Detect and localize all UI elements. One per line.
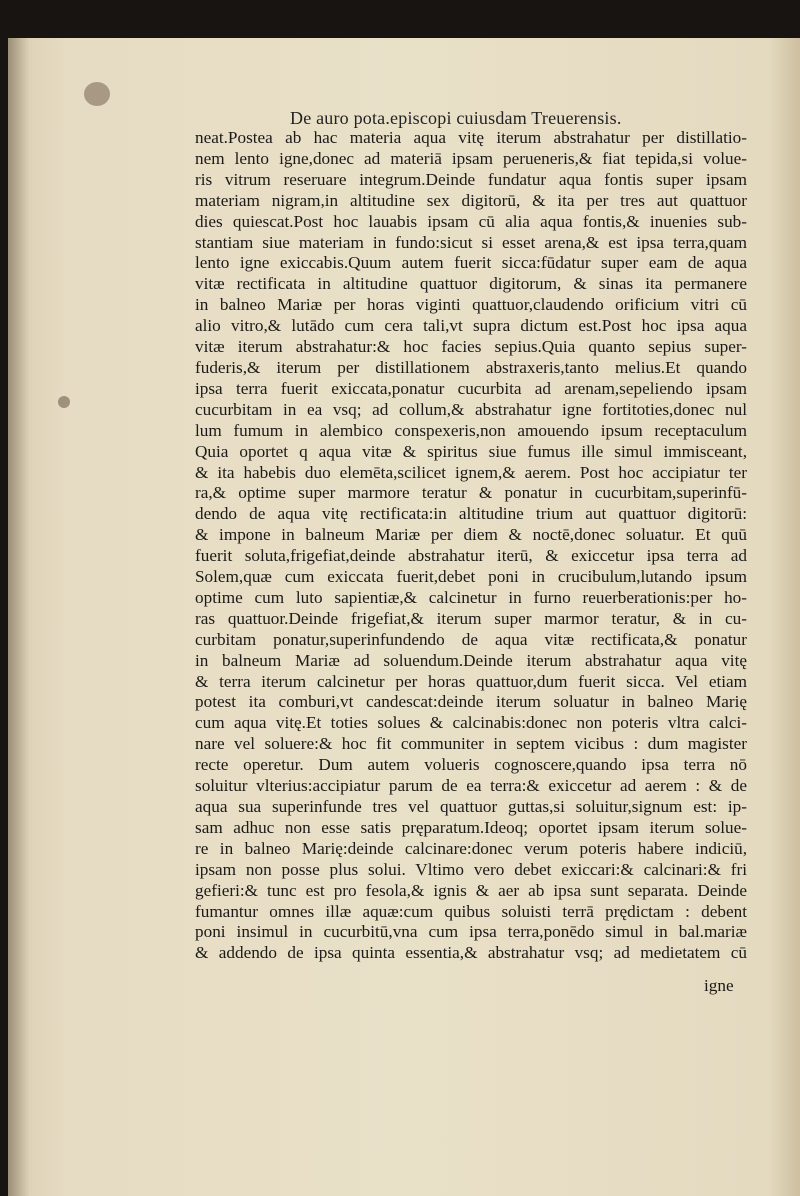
text-line: ras quattuor.Deinde frigefiat,& iterum super marmor teratur, & in cu- [195, 608, 747, 628]
text-line: in balneo Mariæ per horas viginti quattuor,claudendo orificium vitri cū [195, 295, 747, 315]
text-line: lento igne exiccabis.Quum autem fuerit sicca:fūdatur super eam de aqua [195, 253, 747, 273]
text-line: potest ita comburi,vt candescat:deinde iterum soluatur in balneo Marię [195, 692, 747, 712]
text-line: & impone in balneum Mariæ per diem & noctē,donec soluatur. Et quū [195, 525, 747, 545]
text-line: sam adhuc non esse satis pręparatum.Ideoq; oportet ipsam iterum solue- [195, 817, 747, 837]
text-line: vitæ rectificata in altitudine quattuor digitorum, & sinas ita permanere [195, 274, 747, 294]
text-line: Quia oportet q aqua vitæ & spiritus siue fumus ille simul immisceant, [195, 441, 747, 461]
text-line: & ita habebis duo elemēta,scilicet ignem,& aerem. Post hoc accipiatur ter [195, 462, 747, 482]
text-line: in balneum Mariæ ad soluendum.Deinde iterum abstrahatur aqua vitę [195, 650, 747, 670]
catchword: igne [704, 976, 734, 995]
text-line: poni insimul in cucurbitū,vna cum ipsa terra,ponēdo simul in bal.mariæ [195, 922, 747, 942]
text-line: fuerit soluta,frigefiat,deinde abstrahatur iterū, & exiccetur ipsa terra ad [195, 546, 747, 566]
text-line: neat.Postea ab hac materia aqua vitę iterum abstrahatur per distillatio- [195, 128, 747, 147]
text-line: lum fumum in alembico conspexeris,non amouendo ipsum receptaculum [195, 420, 747, 440]
text-line: ris vitrum reseruare integrum.Deinde fundatur aqua fontis super ipsam [195, 169, 747, 189]
text-line: dies quiescat.Post hoc lauabis ipsam cū alia aqua fontis,& inuenies sub- [195, 211, 747, 231]
text-line: nem lento igne,donec ad materiā ipsam perueneris,& fiat tepida,si volue- [195, 148, 747, 168]
text-line: optime cum luto sapientiæ,& calcinetur in furno reuerberationis:per ho- [195, 587, 747, 607]
text-line: & terra iterum calcinetur per horas quattuor,dum fuerit sicca. Vel etiam [195, 671, 747, 691]
text-line: nare vel soluere:& hoc fit communiter in septem vicibus : dum magister [195, 734, 747, 754]
text-line: recte operetur. Dum autem volueris cognoscere,quando ipsa terra nō [195, 755, 747, 775]
text-line: & addendo de ipsa quinta essentia,& abstrahatur vsq; ad medietatem cū [195, 943, 747, 963]
text-line: gefieri:& tunc est pro fesola,& ignis & aer ab ipsa sunt separata. Deinde [195, 880, 747, 900]
text-line: fuderis,& iterum per distillationem abstraxeris,tanto melius.Et quando [195, 357, 747, 377]
text-line: Solem,quæ cum exiccata fuerit,debet poni in crucibulum,lutando ipsum [195, 567, 747, 587]
running-head: De auro pota.episcopi cuiusdam Treuerensis. [290, 108, 622, 128]
text-line: ipsa terra fuerit exiccata,ponatur cucurbita ad arenam,sepeliendo ipsam [195, 378, 747, 398]
text-line: alio vitro,& lutādo cum cera tali,vt supra dictum est.Post hoc ipsa aqua [195, 316, 747, 336]
text-line: cucurbitam in ea vsq; ad collum,& abstrahatur igne fortitoties,donec nul [195, 399, 747, 419]
text-line: soluitur vlterius:accipiatur parum de ea terra:& exiccetur ad aerem : & de [195, 776, 747, 796]
text-line: cum aqua vitę.Et toties solues & calcinabis:donec non poteris vltra calci- [195, 713, 747, 733]
body-text [195, 128, 747, 964]
text-line: materiam nigram,in altitudine sex digitorū, & ita per tres aut quattuor [195, 190, 747, 210]
text-line: stantiam siue materiam in fundo:sicut si esset arena,& est ipsa terra,quam [195, 232, 747, 252]
text-line: ipsam non posse plus solui. Vltimo vero debet exiccari:& calcinari:& fri [195, 859, 747, 879]
text-line: dendo de aqua vitę rectificata:in altitudine trium aut quattuor digitorū: [195, 504, 747, 524]
text-line: vitæ iterum abstrahatur:& hoc facies sepius.Quia quanto sepius super- [195, 337, 747, 357]
page-gutter-shadow [8, 38, 30, 1196]
text-line: aqua sua superinfunde tres vel quattuor guttas,si soluitur,signum est: ip- [195, 797, 747, 816]
text-line: fumantur omnes illæ aquæ:cum quibus soluisti terrā prędictam : debent [195, 901, 747, 921]
text-line: ra,& optime super marmore teratur & ponatur in cucurbitam,superinfū- [195, 483, 747, 503]
stain-mark [58, 396, 70, 408]
text-line: re in balneo Marię:deinde calcinare:donec verum poteris habere indiciū, [195, 838, 747, 858]
stain-mark [84, 82, 110, 106]
text-line: curbitam ponatur,superinfundendo de aqua vitæ rectificata,& ponatur [195, 629, 747, 649]
